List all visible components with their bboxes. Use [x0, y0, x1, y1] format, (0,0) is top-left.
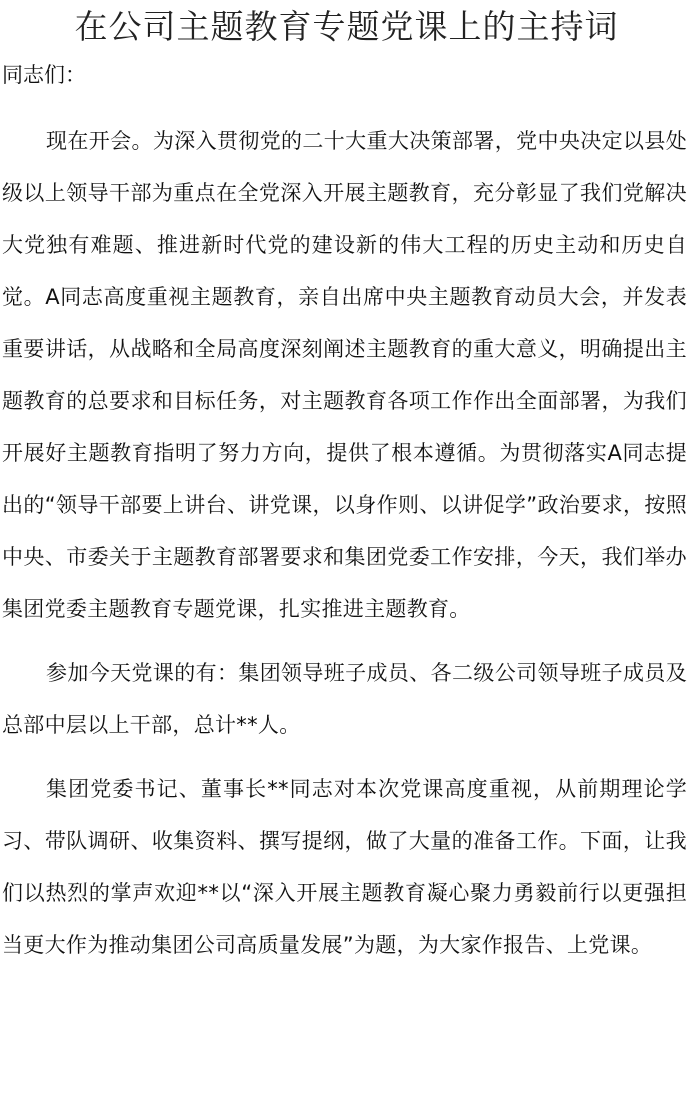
paragraph-opening: 现在开会。为深入贯彻党的二十大重大决策部署，党中央决定以县处级以上领导干部为重点在全党深入开展主题教育，充分彰显了我们党解决大党独有难题、推进新时代党的建设新的伟大工程的历史主动和历史自觉。A同志高度重视主题教育，亲自出席中央主题教育动员大会，并发表重要讲话，从战略和全局高度深刻阐述主题教育的重大意义，明确提出主题教育的总要求和目标任务，对主题教育各项工作作出全面部署，为我们开展好主题教育指明了努力方向，提供了根本遵循。为贯彻落实A同志提出的“领导干部要上讲台、讲党课，以身作则、以讲促学”政治要求，按照中央、市委关于主题教育部署要求和集团党委工作安排，今天，我们举办集团党委主题教育专题党课，扎实推进主题教育。 [2, 129, 687, 621]
document-title: 在公司主题教育专题党课上的主持词 [74, 7, 619, 46]
paragraph-attendees: 参加今天党课的有：集团领导班子成员、各二级公司领导班子成员及总部中层以上干部，总计**人。 [2, 661, 687, 737]
salutation: 同志们： [2, 63, 86, 87]
paragraph-introduction: 集团党委书记、董事长**同志对本次党课高度重视，从前期理论学习、带队调研、收集资料、撰写提纲，做了大量的准备工作。下面，让我们以热烈的掌声欢迎**以“深入开展主题教育凝心聚力勇毅前行以更强担当更大作为推动集团公司高质量发展”为题，为大家作报告、上党课。 [2, 777, 687, 957]
